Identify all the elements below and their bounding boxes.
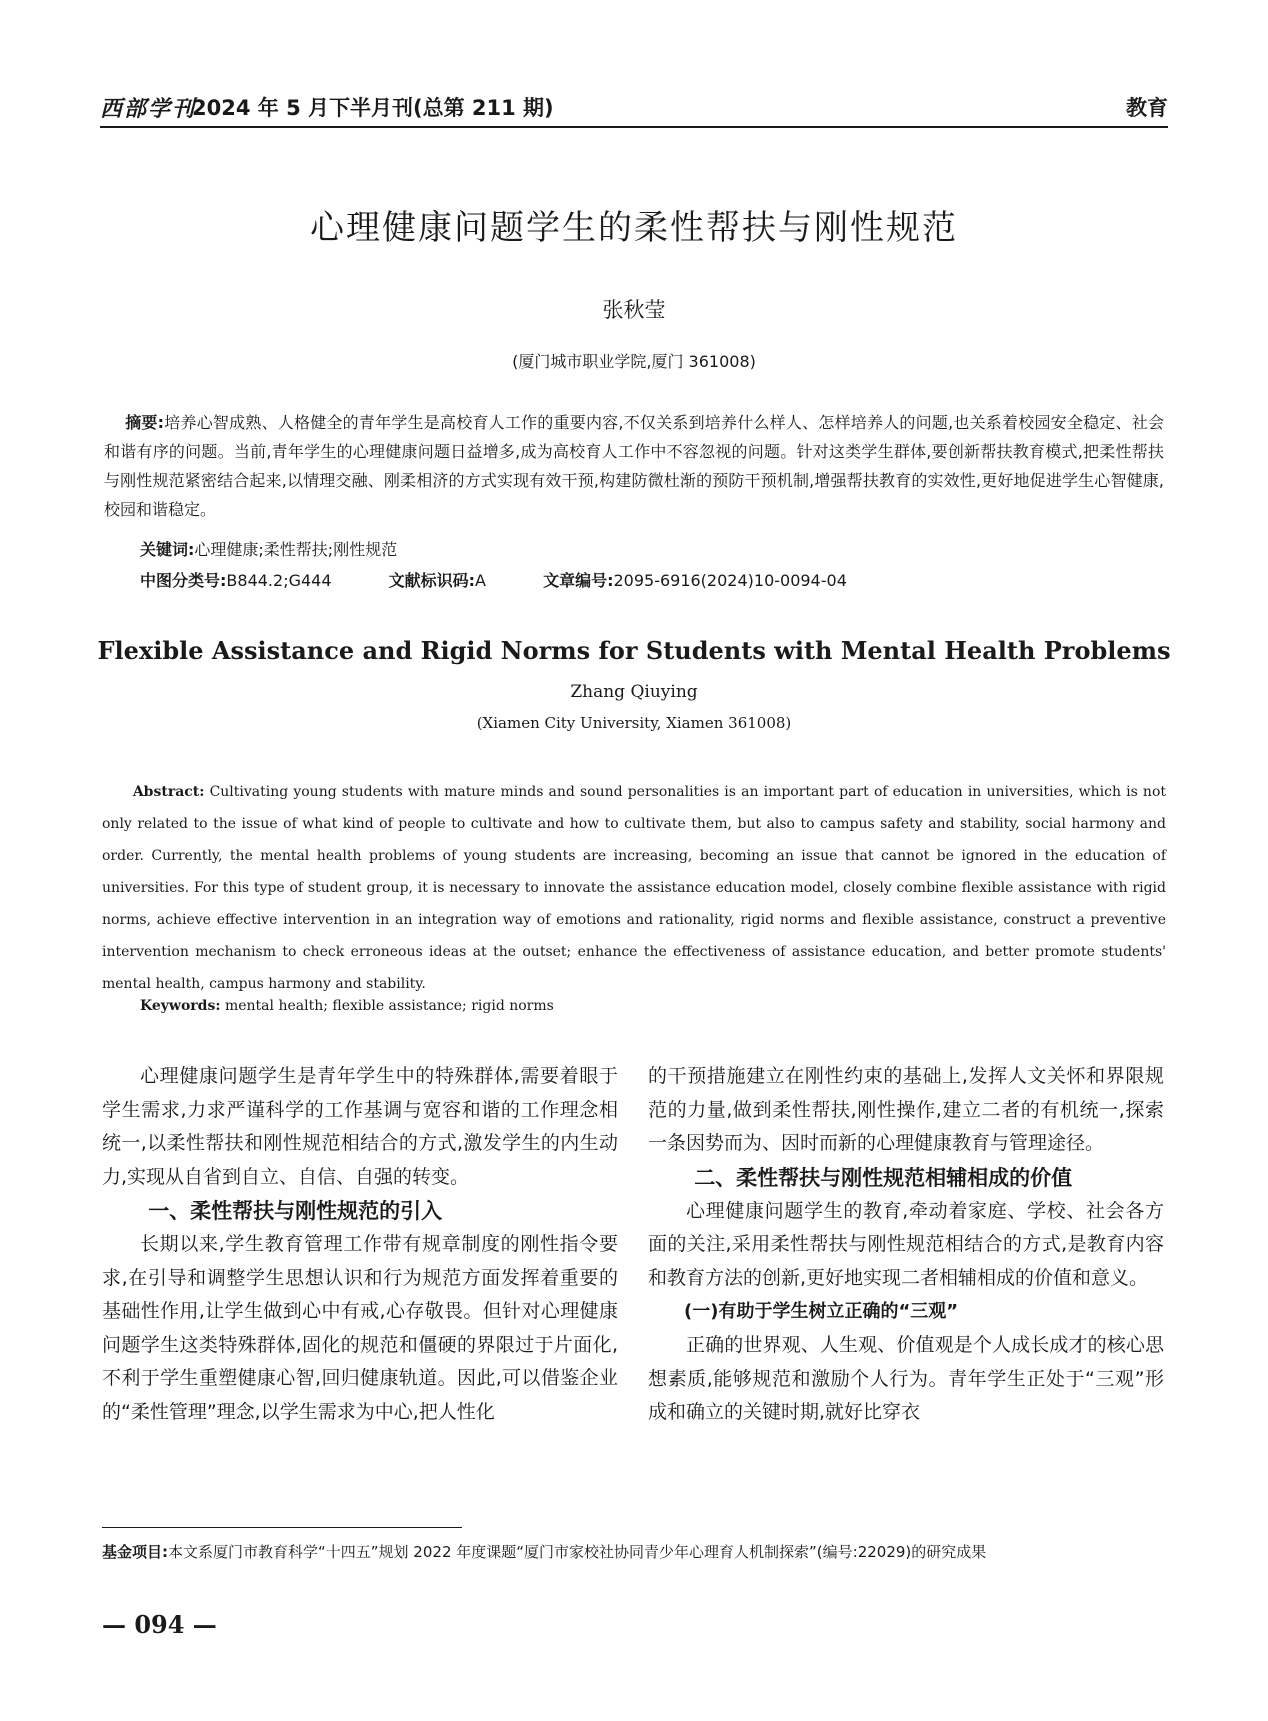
body-column-right xyxy=(648,1060,1164,1430)
footnote-divider xyxy=(102,1527,462,1528)
doc-code-label: 文献标识码: xyxy=(388,571,476,590)
abstract-cn-text: 培养心智成熟、人格健全的青年学生是高校育人工作的重要内容,不仅关系到培养什么样人、怎样培养人的问题,也关系着校园安全稳定、社会和谐有序的问题。当前,青年学生的心理健康问题日益增多,成为高校育人工作中不容忽视的问题。针对这类学生群体,要创新帮扶教育模式,把柔性帮扶与刚性规范紧密结合起来,以情理交融、刚柔相济的方式实现有效干预,构建防微杜渐的预防干预机制,增强帮扶教育的实效性,更好地促进学生心智健康,校园和谐稳定。 xyxy=(104,413,1164,519)
doc-code-value: A xyxy=(475,571,486,590)
footnote-label: 基金项目: xyxy=(102,1543,168,1561)
article-number-value: 2095-6916(2024)10-0094-04 xyxy=(613,571,847,590)
paper-title-en: Flexible Assistance and Rigid Norms for Students with Mental Health Problems xyxy=(97,636,1171,665)
journal-issue: 2024 年 5 月下半月刊(总第 211 期) xyxy=(192,96,554,120)
body-paragraph: 的干预措施建立在刚性约束的基础上,发挥人文关怀和界限规范的力量,做到柔性帮扶,刚性操作,建立二者的有机统一,探索一条因势而为、因时而新的心理健康教育与管理途径。 xyxy=(648,1065,1164,1154)
journal-logo: 西部学刊 xyxy=(100,96,197,122)
footnote-text: 本文系厦门市教育科学“十四五”规划 2022 年度课题“厦门市家校社协同青少年心理育人机制探索”(编号:22029)的研究成果 xyxy=(168,1543,987,1561)
clc-value: B844.2;G444 xyxy=(226,571,332,590)
body-paragraph: 长期以来,学生教育管理工作带有规章制度的刚性指令要求,在引导和调整学生思想认识和行为规范方面发挥着重要的基础性作用,让学生做到心中有戒,心存敬畏。但针对心理健康问题学生这类特殊群体,固化的规范和僵硬的界限过于片面化,不利于学生重塑健康心智,回归健康轨道。因此,可以借鉴企业的“柔性管理”理念,以学生需求为中心,把人性化 xyxy=(102,1233,618,1423)
body-paragraph: 正确的世界观、人生观、价值观是个人成长成才的核心思想素质,能够规范和激励个人行为。青年学生正处于“三观”形成和确立的关键时期,就好比穿衣 xyxy=(648,1334,1164,1423)
page-number: — 094 — xyxy=(102,1610,217,1639)
body-paragraph: 心理健康问题学生的教育,牵动着家庭、学校、社会各方面的关注,采用柔性帮扶与刚性规范相结合的方式,是教育内容和教育方法的创新,更好地实现二者相辅相成的价值和意义。 xyxy=(648,1199,1164,1289)
abstract-en xyxy=(102,776,1166,1000)
paper-title-cn: 心理健康问题学生的柔性帮扶与刚性规范 xyxy=(310,208,958,248)
keywords-en-text: mental health; flexible assistance; rigid norms xyxy=(224,998,554,1014)
keywords-cn xyxy=(140,537,397,560)
abstract-en-label: Abstract: xyxy=(132,784,205,800)
section-heading: 一、柔性帮扶与刚性规范的引入 xyxy=(148,1199,443,1223)
affiliation-cn: (厦门城市职业学院,厦门 361008) xyxy=(512,352,756,371)
keywords-cn-label: 关键词: xyxy=(140,540,195,559)
affiliation-en: (Xiamen City University, Xiamen 361008) xyxy=(476,714,792,732)
body-column-left xyxy=(102,1060,618,1429)
author-en: Zhang Qiuying xyxy=(570,682,698,702)
keywords-en-label: Keywords: xyxy=(140,998,221,1014)
header-divider xyxy=(100,126,1168,128)
body-paragraph: 心理健康问题学生是青年学生中的特殊群体,需要着眼于学生需求,力求严谨科学的工作基调与宽容和谐的工作理念相统一,以柔性帮扶和刚性规范相结合的方式,激发学生的内生动力,实现从自省到自立、自信、自强的转变。 xyxy=(102,1065,618,1188)
section-heading: 二、柔性帮扶与刚性规范相辅相成的价值 xyxy=(694,1165,1073,1190)
section-name: 教育 xyxy=(1126,96,1168,120)
keywords-en xyxy=(140,998,554,1014)
article-number-label: 文章编号: xyxy=(543,571,614,590)
running-header xyxy=(100,88,1168,128)
abstract-cn-label: 摘要: xyxy=(125,413,165,432)
footnote xyxy=(102,1538,1166,1567)
subsection-heading: (一)有助于学生树立正确的“三观” xyxy=(684,1301,959,1322)
classification-line xyxy=(140,568,1140,591)
abstract-cn xyxy=(104,408,1164,524)
abstract-en-text: Cultivating young students with mature minds and sound personalities is an important part of education in universities, which is not only related to the issue of what kind of people to cultivate and how to cultivate them, but also to campus safety and stability, social harmony and order. Currently, the mental health problems of young students are increasing, becoming an issue that cannot be ignored in the education of universities. For this type of student group, it is necessary to innovate the assistance education model, closely combine flexible assistance with rigid norms, achieve effective intervention in an integration way of emotions and rationality, rigid norms and flexible assistance, construct a preventive intervention mechanism to check erroneous ideas at the outset; enhance the effectiveness of assistance education, and better promote students' mental health, campus harmony and stability. xyxy=(102,784,1167,992)
author-cn: 张秋莹 xyxy=(602,298,666,322)
clc-label: 中图分类号: xyxy=(140,571,227,590)
keywords-cn-text: 心理健康;柔性帮扶;刚性规范 xyxy=(194,540,398,559)
